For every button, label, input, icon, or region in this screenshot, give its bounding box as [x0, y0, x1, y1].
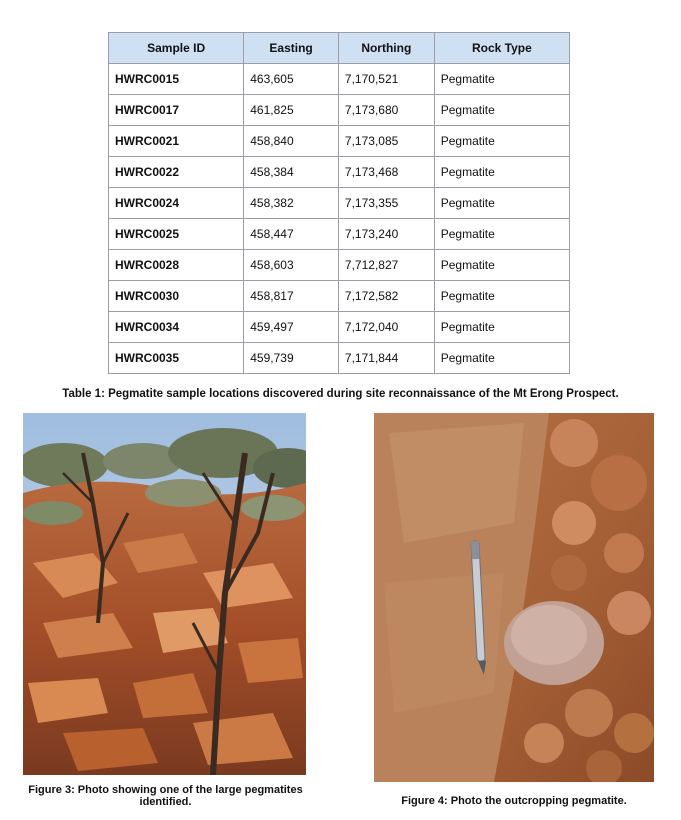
cell-easting: 458,603: [244, 250, 339, 281]
table-row: [109, 157, 570, 188]
table-header-row: [109, 33, 570, 64]
cell-rock-type: Pegmatite: [434, 157, 569, 188]
cell-rock-type: Pegmatite: [434, 64, 569, 95]
cell-sample-id: HWRC0030: [109, 281, 244, 312]
cell-easting: 458,382: [244, 188, 339, 219]
table-caption: Table 1: Pegmatite sample locations discovered during site reconnaissance of the Mt Erong Prospect.: [62, 388, 619, 400]
cell-easting: 458,447: [244, 219, 339, 250]
cell-sample-id: HWRC0015: [109, 64, 244, 95]
cell-easting: 459,739: [244, 343, 339, 374]
cell-northing: 7,173,468: [338, 157, 434, 188]
cell-sample-id: HWRC0022: [109, 157, 244, 188]
header-rock-type: Rock Type: [434, 33, 569, 64]
cell-sample-id: HWRC0025: [109, 219, 244, 250]
cell-easting: 459,497: [244, 312, 339, 343]
figure-3-photo: [23, 413, 306, 775]
cell-rock-type: Pegmatite: [434, 95, 569, 126]
table-row: [109, 188, 570, 219]
cell-rock-type: Pegmatite: [434, 343, 569, 374]
cell-sample-id: HWRC0017: [109, 95, 244, 126]
cell-easting: 461,825: [244, 95, 339, 126]
cell-northing: 7,173,085: [338, 126, 434, 157]
cell-sample-id: HWRC0021: [109, 126, 244, 157]
figure-4-photo: [374, 413, 654, 782]
cell-sample-id: HWRC0035: [109, 343, 244, 374]
header-easting: Easting: [244, 33, 339, 64]
cell-northing: 7,712,827: [338, 250, 434, 281]
cell-rock-type: Pegmatite: [434, 219, 569, 250]
figure-3-caption: Figure 3: Photo showing one of the large pegmatites identified.: [28, 784, 303, 808]
table-row: [109, 312, 570, 343]
table-row: [109, 95, 570, 126]
table-row: [109, 250, 570, 281]
header-northing: Northing: [338, 33, 434, 64]
figure-4-caption: Figure 4: Photo the outcropping pegmatite.: [401, 795, 627, 807]
header-sample-id: Sample ID: [109, 33, 244, 64]
cell-rock-type: Pegmatite: [434, 281, 569, 312]
table-row: [109, 64, 570, 95]
cell-northing: 7,172,040: [338, 312, 434, 343]
cell-easting: 458,840: [244, 126, 339, 157]
table-row: [109, 219, 570, 250]
cell-rock-type: Pegmatite: [434, 250, 569, 281]
cell-northing: 7,171,844: [338, 343, 434, 374]
table-row: [109, 343, 570, 374]
pegmatite-sample-table: [108, 32, 570, 374]
table-row: [109, 126, 570, 157]
cell-easting: 458,384: [244, 157, 339, 188]
cell-northing: 7,172,582: [338, 281, 434, 312]
cell-northing: 7,173,680: [338, 95, 434, 126]
cell-rock-type: Pegmatite: [434, 188, 569, 219]
cell-easting: 458,817: [244, 281, 339, 312]
table-row: [109, 281, 570, 312]
cell-sample-id: HWRC0028: [109, 250, 244, 281]
cell-northing: 7,173,240: [338, 219, 434, 250]
cell-sample-id: HWRC0034: [109, 312, 244, 343]
cell-northing: 7,170,521: [338, 64, 434, 95]
cell-rock-type: Pegmatite: [434, 126, 569, 157]
cell-northing: 7,173,355: [338, 188, 434, 219]
cell-rock-type: Pegmatite: [434, 312, 569, 343]
cell-sample-id: HWRC0024: [109, 188, 244, 219]
cell-easting: 463,605: [244, 64, 339, 95]
